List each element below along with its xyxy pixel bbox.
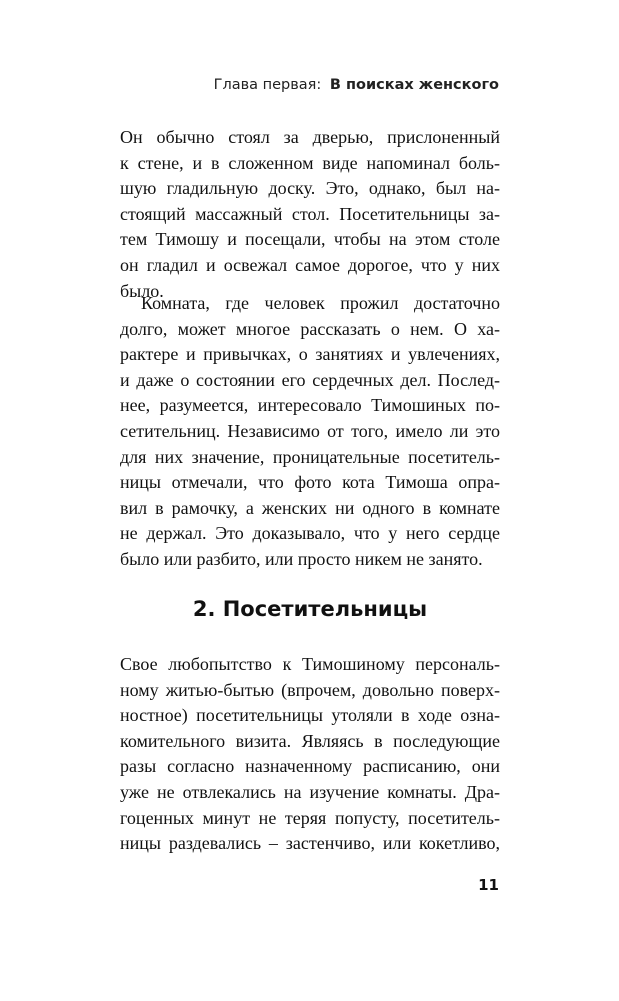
text-line: уже не отвлекались на изучение комнаты. Дра- [120,781,500,802]
text-line: было или разбито, или просто никем не занято. [120,548,483,569]
chapter-label: Глава первая: [213,77,322,93]
text-line: стоящий массажный стол. Посетительницы за- [120,203,500,224]
text-line: Он обычно стоял за дверью, прислоненный [120,127,500,147]
text-line: нее, разумеется, интересовало Тимошиных по- [120,395,500,416]
text-line: он гладил и освежал самое дорогое, что у них [120,254,500,275]
text-line: к стене, и в сложенном виде напоминал боль- [120,152,500,173]
chapter-title: В поисках женского [329,77,499,93]
page-number: 11 [478,876,499,894]
running-head [214,77,499,93]
text-line: ницы отмечали, что фото кота Тимоша опра- [120,472,500,493]
paragraph-3 [120,652,500,857]
text-line: гоценных минут не теряя попусту, посетитель- [120,807,500,828]
text-line: ному житью-бытью (впрочем, довольно поверх- [120,679,500,700]
text-line: сетительниц. Независимо от того, имело ли это [120,420,500,441]
text-line: Комната, где человек прожил достаточно [141,293,500,313]
text-line: разы согласно назначенному расписанию, они [120,756,500,777]
text-line: шую гладильную доску. Это, однако, был на- [120,178,500,199]
text-line: ностное) посетительницы утоляли в ходе озна- [120,705,500,726]
text-line: рактере и привычках, о занятиях и увлечениях, [120,344,500,365]
text-line: долго, может многое рассказать о нем. О ха- [120,318,500,339]
text-line: тем Тимошу и посещали, чтобы на этом столе [120,229,500,250]
text-line: для них значение, проницательные посетитель- [120,446,500,467]
text-line: ницы раздевались – застенчиво, или кокетливо, [120,833,500,854]
text-line: и даже о состоянии его сердечных дел. Послед- [120,369,500,390]
paragraph-1 [120,125,500,304]
text-line: Свое любопытство к Тимошиному персональ- [120,654,500,674]
section-heading: 2. Посетительницы [192,597,428,621]
text-line: комительного визита. Являясь в последующие [120,730,500,751]
text-line: вил в рамочку, а женских ни одного в комнате [120,497,500,518]
text-line: было. [120,280,164,301]
paragraph-2 [120,291,500,573]
text-line: не держал. Это доказывало, что у него сердце [120,523,500,544]
